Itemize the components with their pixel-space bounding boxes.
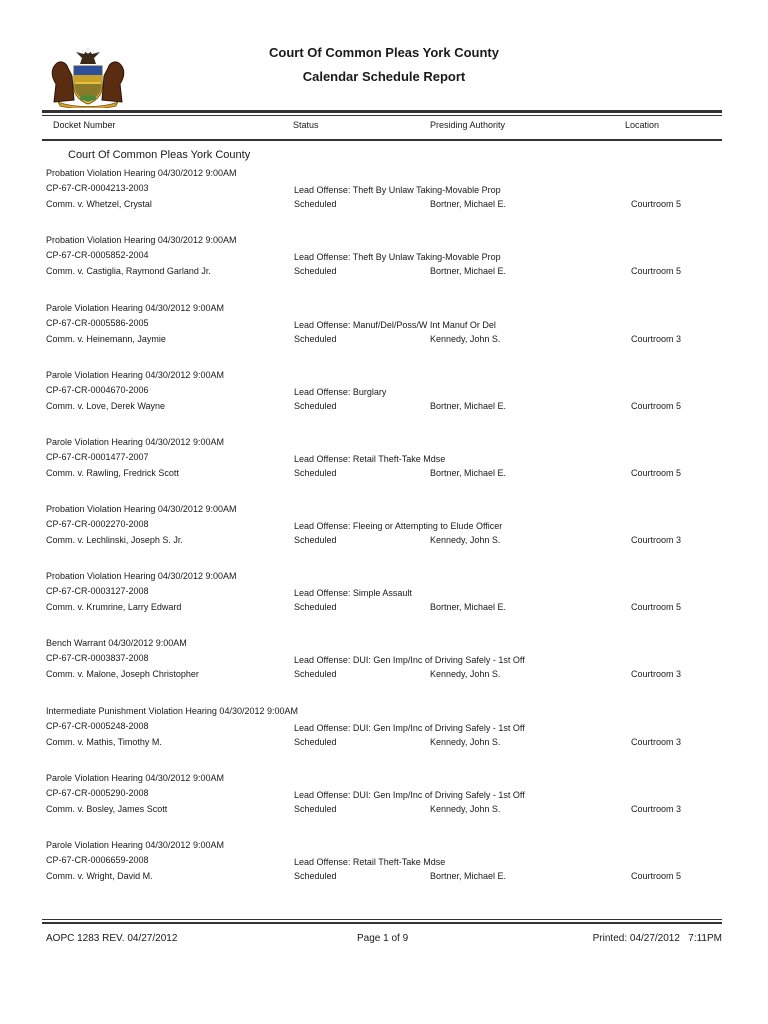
calendar-entry <box>0 303 768 369</box>
status: Scheduled <box>294 602 337 612</box>
location: Courtroom 3 <box>631 669 682 679</box>
case-caption: Comm. v. Love, Derek Wayne <box>46 401 166 411</box>
presiding-authority: Bortner, Michael E. <box>430 401 507 411</box>
status: Scheduled <box>294 737 337 747</box>
presiding-authority: Bortner, Michael E. <box>430 199 507 209</box>
case-caption: Comm. v. Malone, Joseph Christopher <box>46 669 199 679</box>
presiding-authority: Kennedy, John S. <box>430 535 501 545</box>
presiding-authority: Kennedy, John S. <box>430 669 501 679</box>
court-title: Court Of Common Pleas York County <box>269 45 499 60</box>
location: Courtroom 5 <box>631 871 682 881</box>
hearing-line: Parole Violation Hearing 04/30/2012 9:00AM <box>46 773 224 783</box>
status: Scheduled <box>294 266 337 276</box>
printed-timestamp: Printed: 04/27/2012 7:11PM <box>592 933 722 944</box>
presiding-authority: Bortner, Michael E. <box>430 871 507 881</box>
location: Courtroom 3 <box>631 535 682 545</box>
docket-number: CP-67-CR-0005290-2008 <box>46 788 149 798</box>
section-title: Court Of Common Pleas York County <box>68 149 251 161</box>
docket-number: CP-67-CR-0005248-2008 <box>46 721 149 731</box>
location: Courtroom 5 <box>631 602 682 612</box>
docket-number: CP-67-CR-0006659-2008 <box>46 855 149 865</box>
presiding-authority: Kennedy, John S. <box>430 804 501 814</box>
case-caption: Comm. v. Castiglia, Raymond Garland Jr. <box>46 266 211 276</box>
location: Courtroom 3 <box>631 334 682 344</box>
case-caption: Comm. v. Lechlinski, Joseph S. Jr. <box>46 535 183 545</box>
status: Scheduled <box>294 535 337 545</box>
hearing-line: Probation Violation Hearing 04/30/2012 9:00AM <box>46 571 237 581</box>
page-number: Page 1 of 9 <box>357 933 409 944</box>
case-caption: Comm. v. Wright, David M. <box>46 871 153 881</box>
status: Scheduled <box>294 334 337 344</box>
docket-number: CP-67-CR-0001477-2007 <box>46 452 149 462</box>
hearing-line: Probation Violation Hearing 04/30/2012 9:00AM <box>46 504 237 514</box>
status: Scheduled <box>294 804 337 814</box>
report-title: Calendar Schedule Report <box>302 69 466 84</box>
case-caption: Comm. v. Heinemann, Jaymie <box>46 334 166 344</box>
calendar-entry <box>0 437 768 503</box>
lead-offense: Lead Offense: DUI: Gen Imp/Inc of Driving Safely - 1st Off <box>294 790 525 800</box>
lead-offense: Lead Offense: Burglary <box>294 387 387 397</box>
docket-number: CP-67-CR-0005586-2005 <box>46 318 149 328</box>
lead-offense: Lead Offense: DUI: Gen Imp/Inc of Driving Safely - 1st Off <box>294 655 525 665</box>
col-docket-number: Docket Number <box>53 120 116 130</box>
case-caption: Comm. v. Mathis, Timothy M. <box>46 737 162 747</box>
hearing-line: Parole Violation Hearing 04/30/2012 9:00AM <box>46 437 224 447</box>
presiding-authority: Kennedy, John S. <box>430 737 501 747</box>
docket-number: CP-67-CR-0005852-2004 <box>46 250 149 260</box>
case-caption: Comm. v. Whetzel, Crystal <box>46 199 152 209</box>
calendar-entry <box>0 571 768 637</box>
hearing-line: Probation Violation Hearing 04/30/2012 9:00AM <box>46 235 237 245</box>
docket-number: CP-67-CR-0004213-2003 <box>46 183 149 193</box>
location: Courtroom 5 <box>631 468 682 478</box>
lead-offense: Lead Offense: DUI: Gen Imp/Inc of Driving Safely - 1st Off <box>294 723 525 733</box>
status: Scheduled <box>294 401 337 411</box>
location: Courtroom 3 <box>631 804 682 814</box>
hearing-line: Intermediate Punishment Violation Hearing 04/30/2012 9:00AM <box>46 706 298 716</box>
location: Courtroom 3 <box>631 737 682 747</box>
col-status: Status <box>293 120 319 130</box>
location: Courtroom 5 <box>631 401 682 411</box>
status: Scheduled <box>294 669 337 679</box>
calendar-entry <box>0 504 768 570</box>
calendar-entry <box>0 706 768 772</box>
calendar-entry <box>0 638 768 704</box>
status: Scheduled <box>294 871 337 881</box>
lead-offense: Lead Offense: Theft By Unlaw Taking-Movable Prop <box>294 185 501 195</box>
case-caption: Comm. v. Rawling, Fredrick Scott <box>46 468 179 478</box>
presiding-authority: Kennedy, John S. <box>430 334 501 344</box>
hearing-line: Parole Violation Hearing 04/30/2012 9:00AM <box>46 303 224 313</box>
status: Scheduled <box>294 468 337 478</box>
col-presiding-authority: Presiding Authority <box>430 120 506 130</box>
lead-offense: Lead Offense: Simple Assault <box>294 588 412 598</box>
docket-number: CP-67-CR-0003837-2008 <box>46 653 149 663</box>
calendar-entry <box>0 168 768 234</box>
footer-rule-top <box>42 919 722 920</box>
lead-offense: Lead Offense: Manuf/Del/Poss/W Int Manuf Or Del <box>294 320 496 330</box>
hearing-line: Bench Warrant 04/30/2012 9:00AM <box>46 638 187 648</box>
form-number: AOPC 1283 REV. 04/27/2012 <box>46 933 178 944</box>
lead-offense: Lead Offense: Retail Theft-Take Mdse <box>294 454 446 464</box>
col-location: Location <box>625 120 660 130</box>
status: Scheduled <box>294 199 337 209</box>
case-caption: Comm. v. Bosley, James Scott <box>46 804 168 814</box>
docket-number: CP-67-CR-0002270-2008 <box>46 519 149 529</box>
footer-rule-bottom <box>42 922 722 924</box>
header-rule-top-thin <box>42 115 722 116</box>
calendar-entry <box>0 370 768 436</box>
location: Courtroom 5 <box>631 199 682 209</box>
header-rule-top <box>42 110 722 113</box>
presiding-authority: Bortner, Michael E. <box>430 266 507 276</box>
presiding-authority: Bortner, Michael E. <box>430 602 507 612</box>
lead-offense: Lead Offense: Theft By Unlaw Taking-Movable Prop <box>294 252 501 262</box>
lead-offense: Lead Offense: Retail Theft-Take Mdse <box>294 857 446 867</box>
location: Courtroom 5 <box>631 266 682 276</box>
case-caption: Comm. v. Krumrine, Larry Edward <box>46 602 182 612</box>
hearing-line: Parole Violation Hearing 04/30/2012 9:00AM <box>46 370 224 380</box>
lead-offense: Lead Offense: Fleeing or Attempting to Elude Officer <box>294 521 503 531</box>
hearing-line: Parole Violation Hearing 04/30/2012 9:00AM <box>46 840 224 850</box>
docket-number: CP-67-CR-0004670-2006 <box>46 385 149 395</box>
presiding-authority: Bortner, Michael E. <box>430 468 507 478</box>
calendar-entry <box>0 235 768 301</box>
hearing-line: Probation Violation Hearing 04/30/2012 9:00AM <box>46 168 237 178</box>
calendar-entry <box>0 840 768 906</box>
header-rule-bottom <box>42 139 722 141</box>
calendar-entry <box>0 773 768 839</box>
docket-number: CP-67-CR-0003127-2008 <box>46 586 149 596</box>
